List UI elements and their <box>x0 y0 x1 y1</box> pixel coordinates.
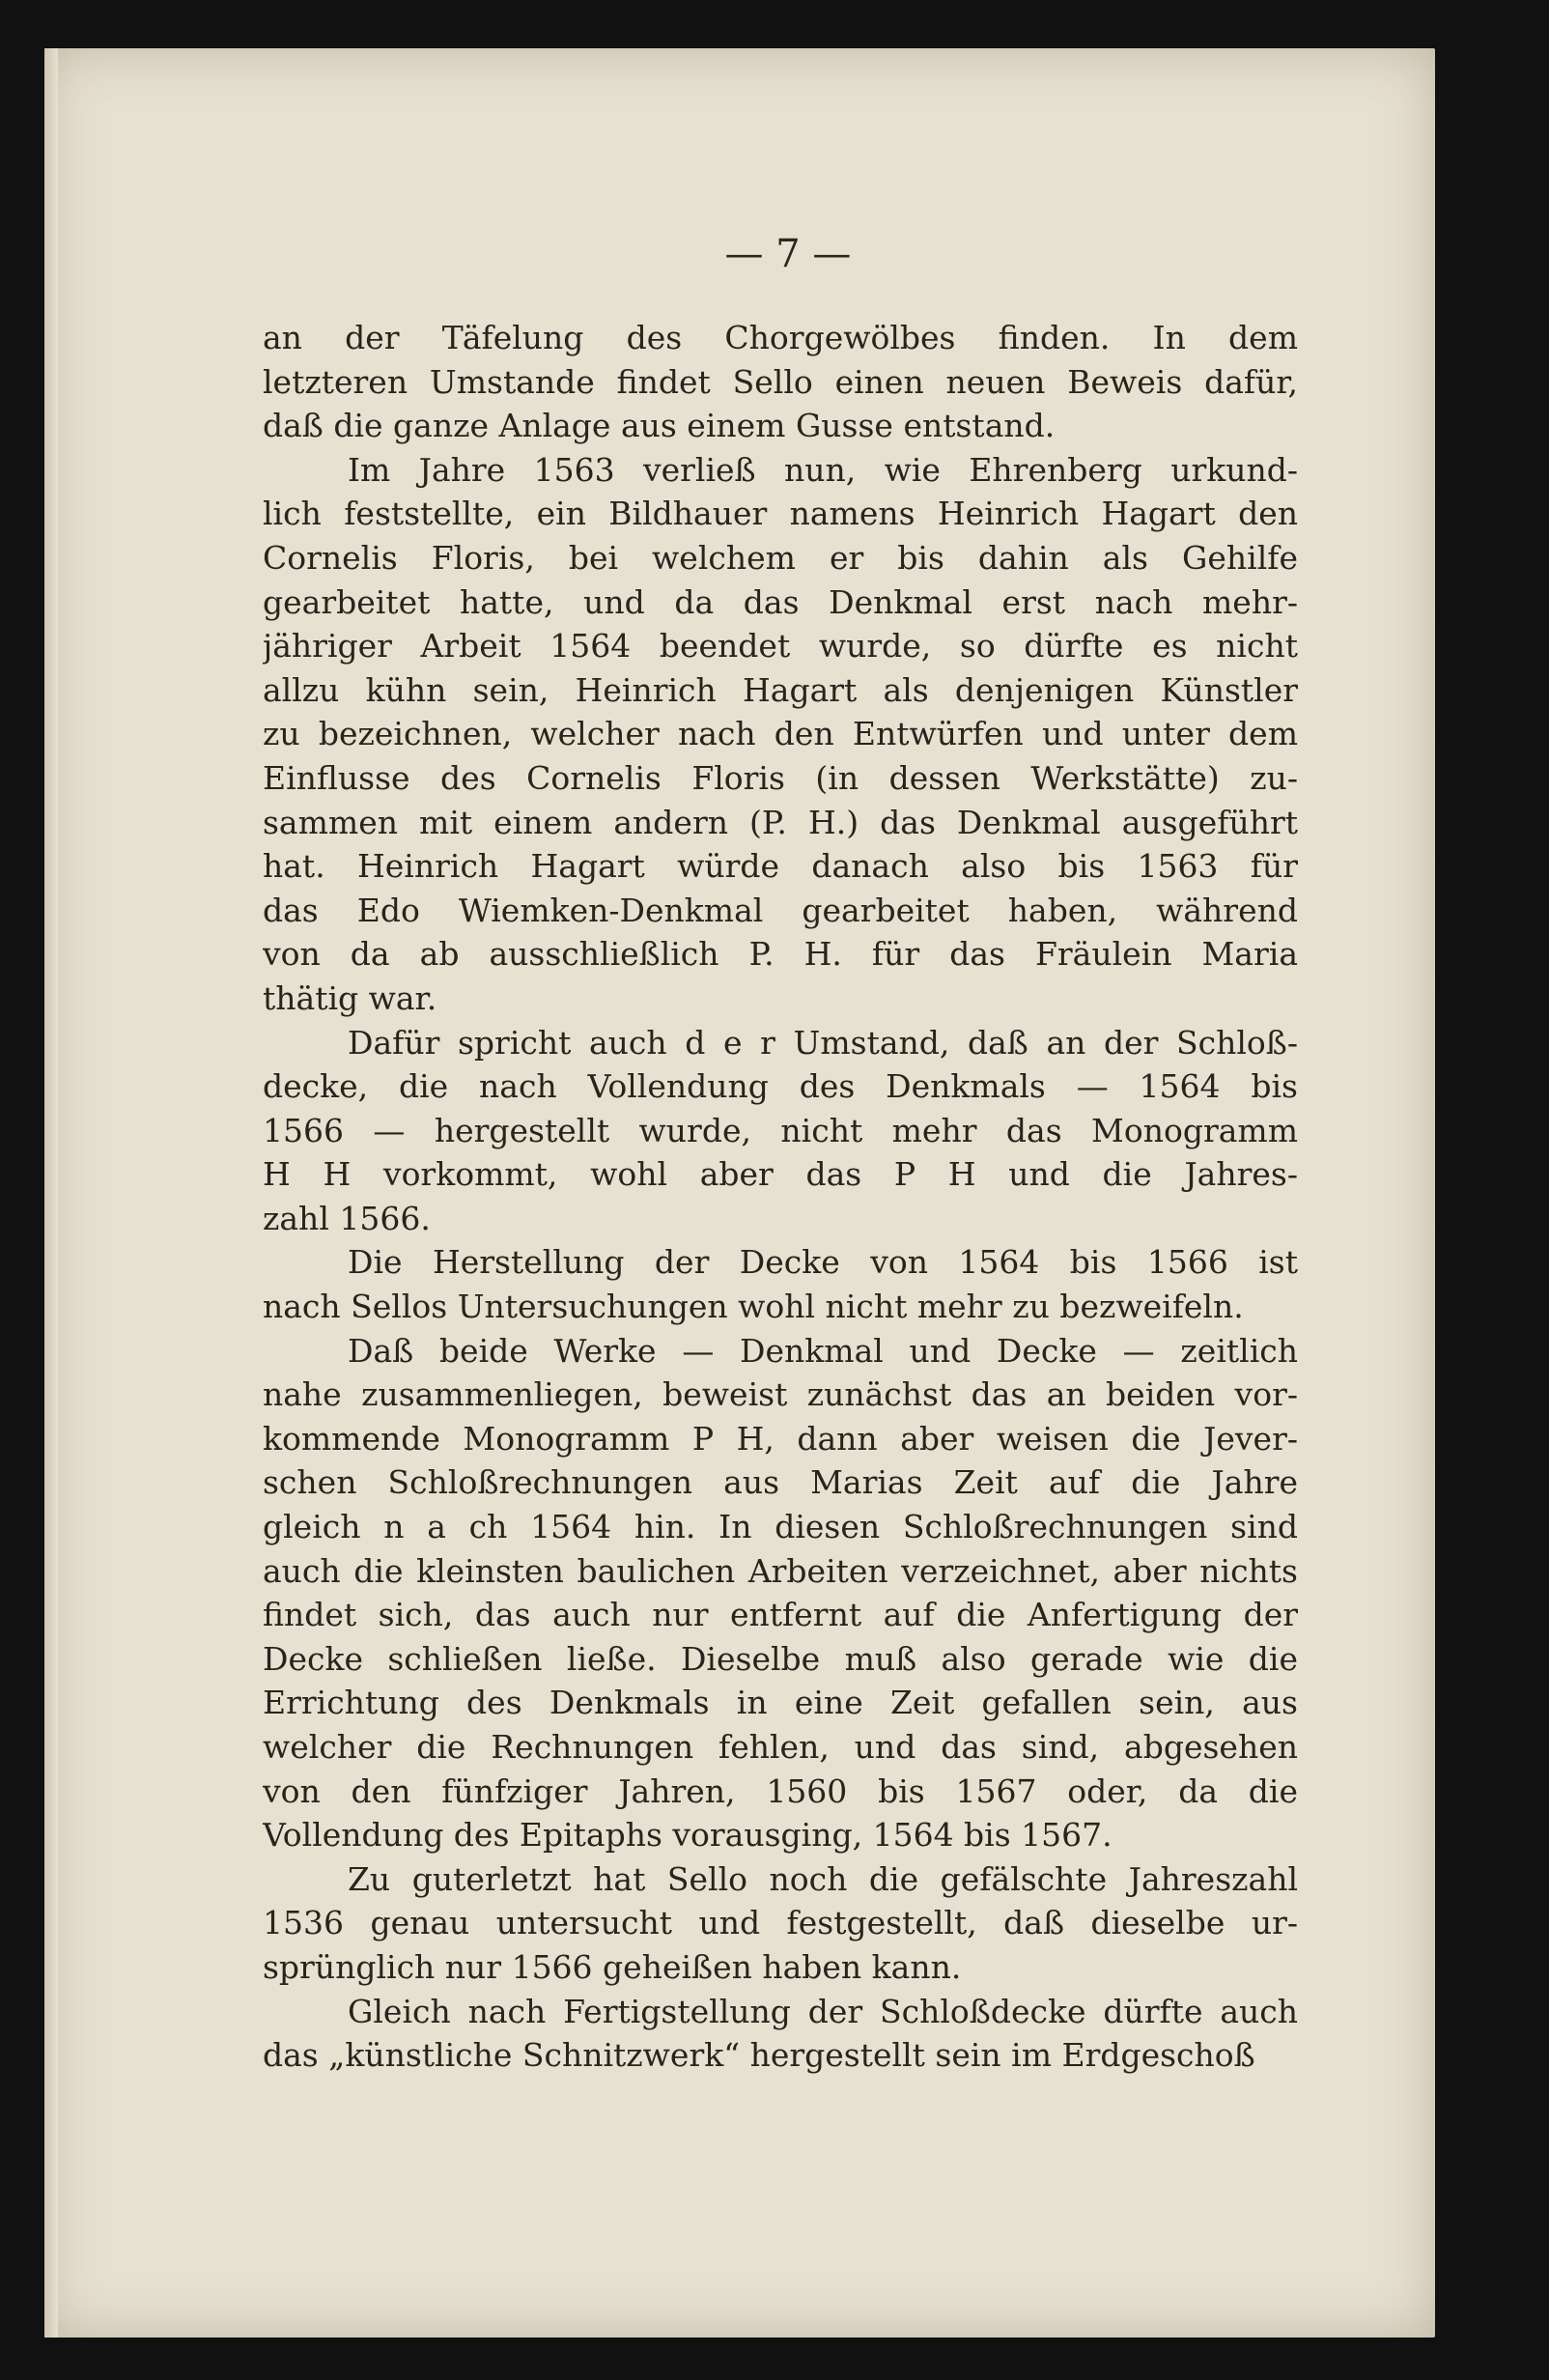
text-line: 1536 genau untersucht und festgestellt, daß dieselbe ur- <box>263 1904 1298 1942</box>
text-line: von den fünfziger Jahren, 1560 bis 1567 oder, da die <box>263 1771 1298 1810</box>
text-line: findet sich, das auch nur entfernt auf die Anfertigung der <box>263 1596 1298 1634</box>
paragraph <box>263 1021 1298 1241</box>
text-line: nach Sellos Untersuchungen wohl nicht mehr zu bezweifeln. <box>263 1288 1244 1326</box>
text-line: zu bezeichnen, welcher nach den Entwürfen und unter dem <box>263 715 1298 753</box>
text-line: das „künstliche Schnitzwerk“ hergestellt sein im Erdgeschoß <box>263 2036 1255 2075</box>
text-line: gearbeitet hatte, und da das Denkmal erst nach mehr- <box>263 582 1298 621</box>
paragraph <box>263 448 1298 1021</box>
text-line: Die Herstellung der Decke von 1564 bis 1566 ist <box>348 1243 1298 1282</box>
text-line: jähriger Arbeit 1564 beendet wurde, so dürfte es nicht <box>263 627 1298 666</box>
text-line: schen Schloßrechnungen aus Marias Zeit auf die Jahre <box>263 1463 1298 1502</box>
text-line: Dafür spricht auch d e r Umstand, daß an der Schloß- <box>348 1023 1298 1062</box>
text-line: Errichtung des Denkmals in eine Zeit gefallen sein, aus <box>263 1684 1298 1722</box>
text-line: zahl 1566. <box>263 1199 431 1237</box>
text-line: von da ab ausschließlich P. H. für das Fräulein Maria <box>263 935 1298 974</box>
text-line: Daß beide Werke — Denkmal und Decke — zeitlich <box>348 1331 1298 1370</box>
text-line: lich feststellte, ein Bildhauer namens Heinrich Hagart den <box>263 495 1298 533</box>
text-line: sammen mit einem andern (P. H.) das Denkmal ausgeführt <box>263 803 1298 841</box>
text-line: thätig war. <box>263 978 437 1017</box>
page-gutter <box>44 48 58 2338</box>
text-line: sprünglich nur 1566 geheißen haben kann. <box>263 1947 962 1986</box>
paragraph <box>263 1329 1298 1857</box>
paragraph <box>263 1240 1298 1328</box>
text-line: Gleich nach Fertigstellung der Schloßdecke dürfte auch <box>348 1992 1298 2030</box>
text-line: nahe zusammenliegen, beweist zunächst das an beiden vor- <box>263 1375 1298 1414</box>
text-line: gleich n a ch 1564 hin. In diesen Schloßrechnungen sind <box>263 1508 1298 1546</box>
text-line: auch die kleinsten baulichen Arbeiten verzeichnet, aber nichts <box>263 1551 1298 1590</box>
text-line: Einflusse des Cornelis Floris (in dessen Werkstätte) zu- <box>263 758 1298 797</box>
text-line: 1566 — hergestellt wurde, nicht mehr das Monogramm <box>263 1111 1298 1149</box>
text-line: Vollendung des Epitaphs vorausging, 1564 bis 1567. <box>263 1816 1112 1855</box>
text-line: an der Täfelung des Chorgewölbes finden. In dem <box>263 319 1298 356</box>
text-line: decke, die nach Vollendung des Denkmals — 1564 bis <box>263 1067 1298 1106</box>
body-text <box>263 316 1298 2078</box>
text-line: Im Jahre 1563 verließ nun, wie Ehrenberg urkund- <box>348 450 1298 489</box>
book-page <box>44 48 1435 2338</box>
text-line: das Edo Wiemken-Denkmal gearbeitet haben, während <box>263 891 1298 929</box>
text-line: kommende Monogramm P H, dann aber weisen die Jever- <box>263 1419 1298 1458</box>
text-line: welcher die Rechnungen fehlen, und das sind, abgesehen <box>263 1728 1298 1766</box>
text-line: hat. Heinrich Hagart würde danach also bis 1563 für <box>263 847 1298 886</box>
text-line: Zu guterletzt hat Sello noch die gefälschte Jahreszahl <box>348 1859 1298 1898</box>
paragraph <box>263 316 1298 448</box>
text-line: letzteren Umstande findet Sello einen neuen Beweis dafür, <box>263 362 1298 401</box>
paragraph <box>263 1990 1298 2078</box>
text-line: Decke schließen ließe. Dieselbe muß also gerade wie die <box>263 1639 1298 1678</box>
text-line: Cornelis Floris, bei welchem er bis dahin als Gehilfe <box>263 538 1298 577</box>
paragraph <box>263 1857 1298 1990</box>
text-line: H H vorkommt, wohl aber das P H und die Jahres- <box>263 1155 1298 1194</box>
page-number: — 7 — <box>724 232 852 276</box>
text-line: daß die ganze Anlage aus einem Gusse entstand. <box>263 407 1056 445</box>
text-line: allzu kühn sein, Heinrich Hagart als denjenigen Künstler <box>263 670 1298 709</box>
